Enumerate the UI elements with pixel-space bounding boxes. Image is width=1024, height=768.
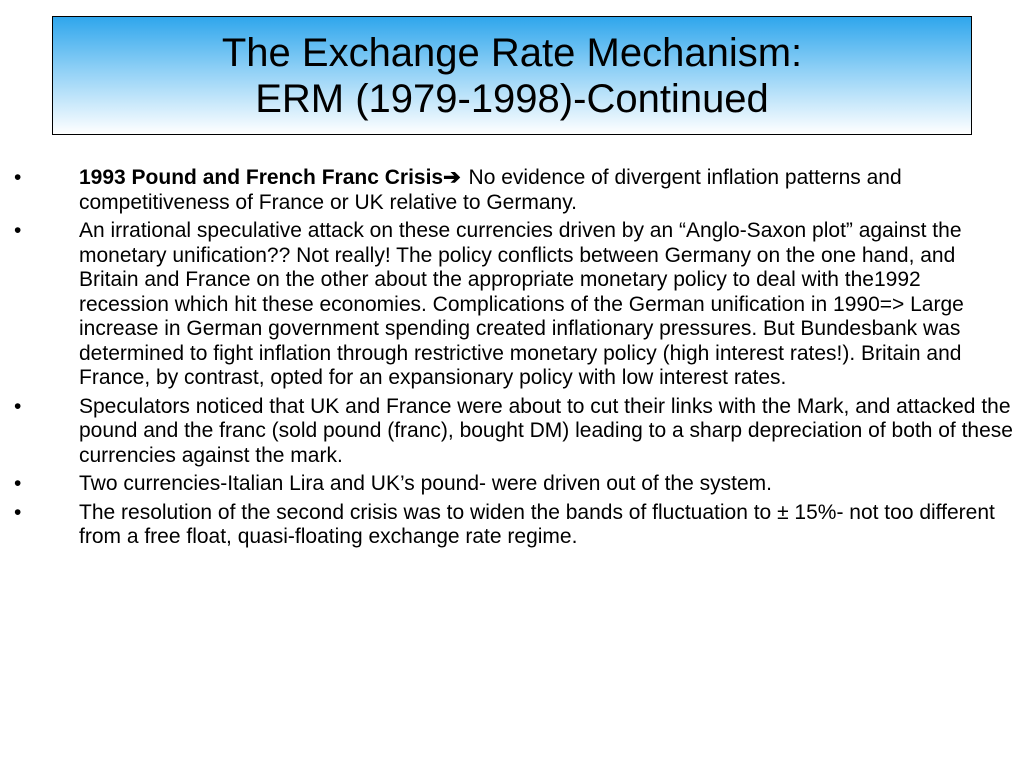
bullet-heading: 1993 Pound and French Franc Crisis [79, 166, 444, 189]
bullet-icon: • [14, 500, 22, 524]
bullet-body: The resolution of the second crisis was to widen the bands of fluctuation to ± 15%- not too different from a free float, quasi-floating exchange rate regime. [79, 500, 995, 548]
bullet-icon: • [14, 166, 22, 189]
bullet-body: No evidence of divergent inflation patterns and competitiveness of France or UK relative to Germany. [79, 166, 902, 214]
bullet-body: Two currencies-Italian Lira and UK’s pound- were driven out of the system. [79, 472, 772, 495]
bullet-list [0, 166, 1024, 554]
bullet-item [0, 166, 1024, 215]
bullet-icon: • [14, 394, 22, 418]
slide-title-box [52, 16, 972, 135]
bullet-item [0, 501, 1024, 550]
bullet-text [79, 166, 1014, 215]
arrow-right-icon: ➔ [443, 166, 461, 189]
bullet-item [0, 395, 1024, 469]
slide-title-line-1: The Exchange Rate Mechanism: [221, 30, 803, 75]
bullet-icon: • [14, 219, 22, 242]
bullet-icon: • [14, 472, 22, 495]
bullet-item [0, 472, 1024, 497]
bullet-body: Speculators noticed that UK and France were about to cut their links with the Mark, and attacked the pound and the franc (sold pound (franc), bought DM) leading to a sharp depreciation of both of these currencies against the mark. [79, 394, 1013, 467]
bullet-body: An irrational speculative attack on these currencies driven by an “Anglo-Saxon plot” against the monetary unification?? Not really! The policy conflicts between Germany on the one hand, and Britain and France on the other about the appropriate monetary policy to deal with the1992 recession which hit these economies. Complications of the German unification in 1990=> Large increase in German government spending created inflationary pressures. But Bundesbank was determined to fight inflation through restrictive monetary policy (high interest rates!). Britain and France, by contrast, opted for an expansionary policy with low interest rates. [79, 219, 964, 389]
slide-title-line-2: ERM (1979-1998)-Continued [255, 76, 769, 121]
bullet-item [0, 219, 1024, 391]
